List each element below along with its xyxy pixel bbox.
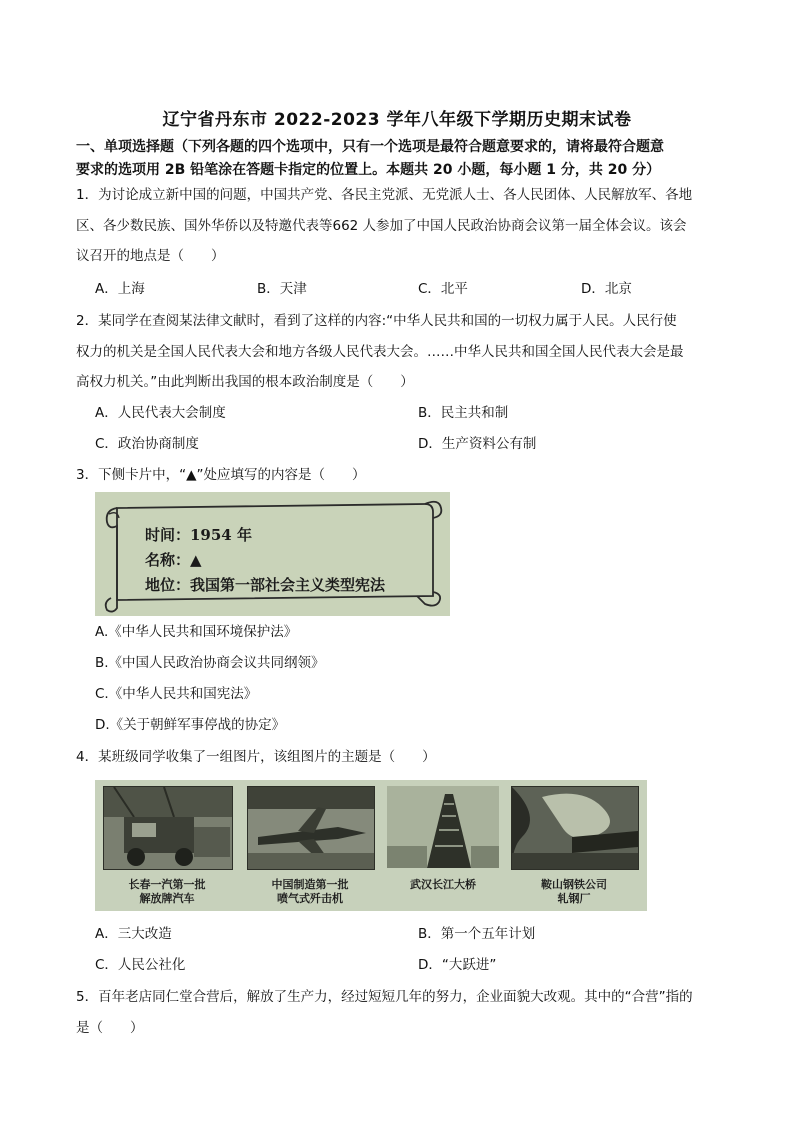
question-1-option-c[interactable]: C．北平 bbox=[418, 281, 468, 297]
question-2-option-a[interactable]: A．人民代表大会制度 bbox=[95, 405, 226, 421]
question-3-option-c[interactable]: C.《中华人民共和国宪法》 bbox=[95, 686, 258, 702]
question-1-line-3: 议召开的地点是（ ） bbox=[76, 248, 225, 264]
caption-truck bbox=[103, 878, 231, 906]
question-1-option-d[interactable]: D．北京 bbox=[581, 281, 632, 297]
question-5-line-1: 5．百年老店同仁堂合营后，解放了生产力，经过短短几年的努力，企业面貌大改观。其中的“合营”指的 bbox=[76, 989, 693, 1005]
steel-mill-photo bbox=[511, 786, 639, 870]
question-2-options-row-1 bbox=[95, 401, 735, 425]
question-4 bbox=[76, 742, 740, 773]
caption-jet-line-2: 喷气式歼击机 bbox=[277, 892, 343, 905]
caption-bridge bbox=[379, 878, 507, 892]
caption-jet-line-1: 中国制造第一批 bbox=[271, 878, 349, 891]
section-line-2: 要求的选项用 2B 铅笔涂在答题卡指定的位置上。本题共 20 小题，每小题 1 分，共 20 分） bbox=[76, 162, 661, 178]
question-2-line-3: 高权力机关。”由此判断出我国的根本政治制度是（ ） bbox=[76, 374, 414, 390]
page-title: 辽宁省丹东市 2022-2023 学年八年级下学期历史期末试卷 bbox=[162, 110, 632, 130]
question-2-option-b[interactable]: B．民主共和制 bbox=[418, 405, 509, 421]
jet-icon bbox=[248, 787, 374, 869]
section-heading bbox=[76, 136, 736, 182]
section-line-1: 一、单项选择题（下列各题的四个选项中，只有一个选项是最符合题意要求的，请将最符合题意 bbox=[76, 139, 664, 155]
caption-steel bbox=[511, 878, 637, 906]
question-3-option-b[interactable]: B.《中国人民政治协商会议共同纲领》 bbox=[95, 655, 325, 671]
caption-bridge-line-1: 武汉长江大桥 bbox=[410, 878, 476, 891]
question-1 bbox=[76, 180, 740, 272]
jet-photo bbox=[247, 786, 375, 870]
truck-photo bbox=[103, 786, 233, 870]
question-2-options-row-2 bbox=[95, 432, 735, 456]
caption-steel-line-2: 轧钢厂 bbox=[557, 892, 591, 905]
question-5-line-2: 是（ ） bbox=[76, 1019, 144, 1036]
question-4-option-d[interactable]: D．“大跃进” bbox=[418, 957, 497, 973]
bridge-photo bbox=[387, 786, 499, 868]
caption-jet bbox=[247, 878, 373, 906]
question-2-option-c[interactable]: C．政治协商制度 bbox=[95, 436, 199, 452]
question-2 bbox=[76, 306, 740, 398]
card-time: 时间：1954 年 bbox=[145, 526, 252, 544]
question-1-option-b[interactable]: B．天津 bbox=[257, 281, 307, 297]
caption-truck-line-2: 解放牌汽车 bbox=[139, 892, 195, 905]
truck-icon bbox=[104, 787, 232, 869]
question-1-line-1: 1．为讨论成立新中国的问题，中国共产党、各民主党派、无党派人士、各人民团体、人民解放军、各地 bbox=[76, 187, 693, 203]
question-3-option-d[interactable]: D.《关于朝鲜军事停战的协定》 bbox=[95, 717, 286, 733]
question-4-option-c[interactable]: C．人民公社化 bbox=[95, 957, 186, 973]
question-1-options bbox=[95, 277, 735, 301]
question-2-option-d[interactable]: D．生产资料公有制 bbox=[418, 436, 537, 452]
card-status: 地位：我国第一部社会主义类型宪法 bbox=[145, 576, 386, 594]
question-4-option-a[interactable]: A．三大改造 bbox=[95, 926, 172, 942]
question-3-option-a[interactable]: A.《中华人民共和国环境保护法》 bbox=[95, 624, 298, 640]
question-4-options-row-1 bbox=[95, 922, 735, 946]
question-4-stem: 4．某班级同学收集了一组图片，该组图片的主题是（ ） bbox=[76, 749, 436, 765]
question-5 bbox=[76, 982, 740, 1043]
steel-mill-icon bbox=[512, 787, 638, 869]
caption-steel-line-1: 鞍山钢铁公司 bbox=[541, 878, 607, 891]
caption-truck-line-1: 长春一汽第一批 bbox=[128, 878, 206, 891]
question-3-stem: 3．下侧卡片中，“▲”处应填写的内容是（ ） bbox=[76, 467, 366, 483]
question-3 bbox=[76, 460, 740, 491]
question-2-line-2: 权力的机关是全国人民代表大会和地方各级人民代表大会。……中华人民共和国全国人民代表大会是最 bbox=[76, 343, 684, 360]
photo-strip bbox=[95, 780, 647, 911]
question-2-line-1: 2．某同学在查阅某法律文献时，看到了这样的内容:“中华人民共和国的一切权力属于人民。人民行使 bbox=[76, 313, 677, 329]
question-4-option-b[interactable]: B．第一个五年计划 bbox=[418, 926, 536, 942]
question-4-options-row-2 bbox=[95, 953, 735, 977]
card-name: 名称：▲ bbox=[145, 551, 202, 569]
question-1-option-a[interactable]: A．上海 bbox=[95, 281, 145, 297]
constitution-card-image bbox=[95, 492, 450, 616]
question-1-line-2: 区、各少数民族、国外华侨以及特邀代表等662 人参加了中国人民政治协商会议第一届全体会议。该会 bbox=[76, 217, 687, 234]
bridge-icon bbox=[387, 786, 499, 868]
